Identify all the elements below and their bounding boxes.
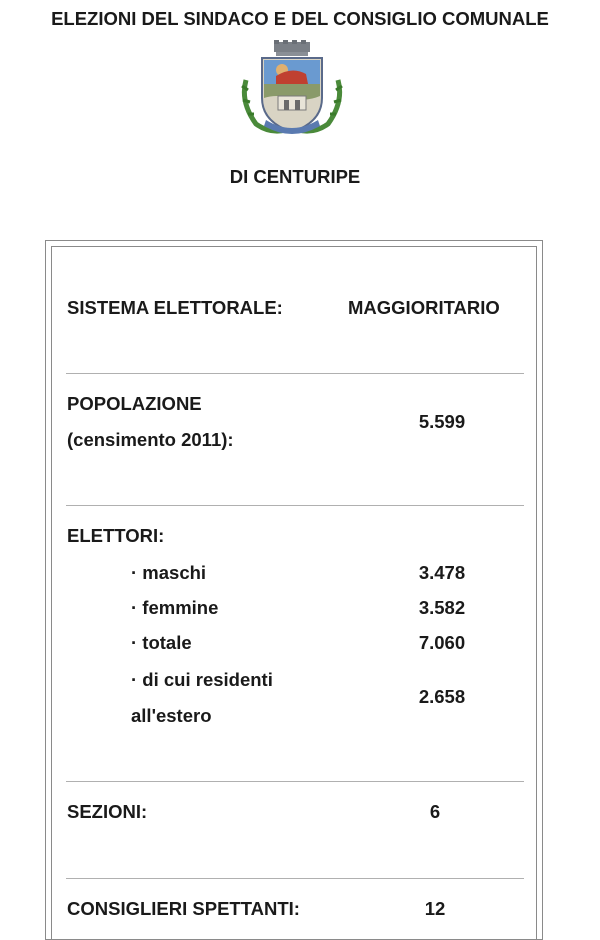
elettori-maschi-value: 3.478 xyxy=(418,562,466,583)
elettori-totale-label: · totale xyxy=(131,632,192,653)
elettori-estero-value: 2.658 xyxy=(418,686,466,707)
sezioni-value: 6 xyxy=(429,801,441,822)
consiglieri-label: CONSIGLIERI SPETTANTI: xyxy=(67,898,300,919)
separator xyxy=(66,373,524,374)
consiglieri-value: 12 xyxy=(424,898,446,919)
sistema-label: SISTEMA ELETTORALE: xyxy=(67,297,283,318)
elettori-estero-label: · di cui residenti xyxy=(131,669,273,690)
popolazione-sublabel: (censimento 2011): xyxy=(67,429,234,450)
popolazione-label: POPOLAZIONE xyxy=(67,393,202,414)
separator xyxy=(66,781,524,782)
elettori-femmine-label: · femmine xyxy=(131,597,219,618)
info-table-inner-border xyxy=(51,246,537,939)
sistema-value: MAGGIORITARIO xyxy=(348,297,500,318)
page-title: ELEZIONI DEL SINDACO E DEL CONSIGLIO COMUNALE xyxy=(51,8,549,29)
elettori-estero-sublabel: all'estero xyxy=(131,705,212,726)
sezioni-label: SEZIONI: xyxy=(67,801,148,822)
popolazione-value: 5.599 xyxy=(418,411,466,432)
separator xyxy=(66,878,524,879)
coat-of-arms-icon xyxy=(236,40,348,140)
elettori-label: ELETTORI: xyxy=(67,525,165,546)
separator xyxy=(66,505,524,506)
elettori-femmine-value: 3.582 xyxy=(418,597,466,618)
comune-name: DI CENTURIPE xyxy=(229,166,361,187)
elettori-maschi-label: · maschi xyxy=(131,562,207,583)
elettori-totale-value: 7.060 xyxy=(418,632,466,653)
info-table xyxy=(45,240,543,940)
